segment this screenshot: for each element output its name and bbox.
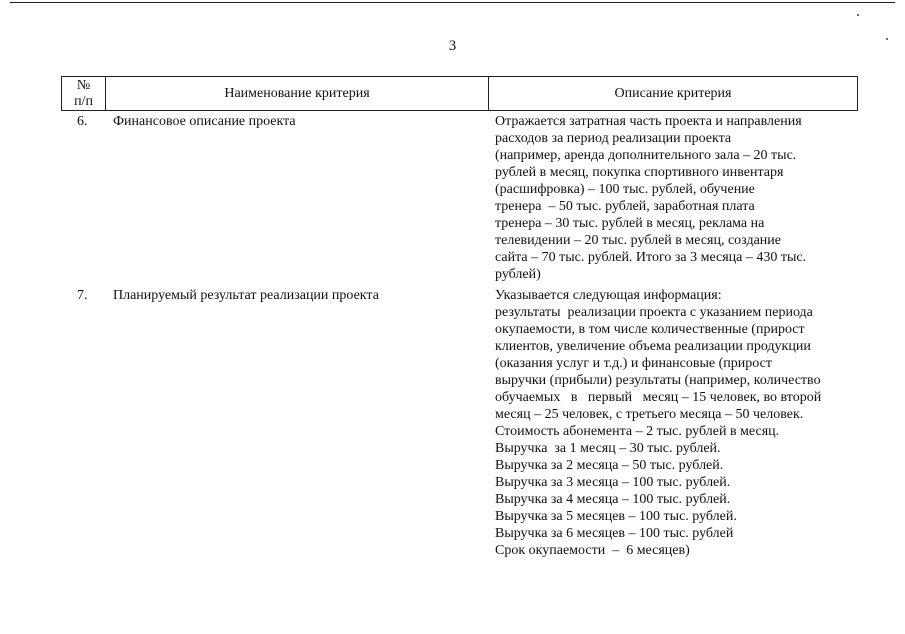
description-line: Стоимость абонемента – 2 тыс. рублей в месяц. [495, 424, 780, 439]
description-line: тренера – 50 тыс. рублей, заработная плата [495, 199, 755, 214]
description-line: месяц – 25 человек, с третьего месяца – 50 человек. [495, 407, 804, 422]
description-line: Выручка за 6 месяцев – 100 тыс. рублей [495, 526, 734, 541]
header-criterion-name: Наименование критерия [106, 77, 489, 110]
header-number-symbol: № [76, 77, 91, 93]
row-criterion-description [495, 287, 857, 559]
row-number: 7. [77, 288, 88, 303]
row-criterion-name: Финансовое описание проекта [113, 114, 296, 129]
description-line: Указывается следующая информация: [495, 288, 722, 303]
description-line: (расшифровка) – 100 тыс. рублей, обучение [495, 182, 755, 197]
description-line: Выручка за 5 месяцев – 100 тыс. рублей. [495, 509, 737, 524]
header-number-abbrev: п/п [74, 93, 93, 109]
description-line: рублей) [495, 267, 541, 282]
row-number: 6. [77, 114, 88, 129]
row-criterion-name: Планируемый результат реализации проекта [113, 288, 379, 303]
description-line: сайта – 70 тыс. рублей. Итого за 3 месяца – 430 тыс. [495, 250, 807, 265]
page-number: 3 [448, 38, 457, 54]
header-number-cell [62, 77, 106, 110]
description-line: результаты реализации проекта с указанием периода [495, 305, 813, 320]
description-line: тренера – 30 тыс. рублей в месяц, реклама на [495, 216, 765, 231]
description-line: телевидении – 20 тыс. рублей в месяц, создание [495, 233, 781, 248]
description-line: Выручка за 2 месяца – 50 тыс. рублей. [495, 458, 724, 473]
scan-speck [857, 14, 859, 16]
description-line: Срок окупаемости – 6 месяцев) [495, 543, 690, 558]
header-criterion-description: Описание критерия [614, 85, 732, 101]
description-line: Выручка за 1 месяц – 30 тыс. рублей. [495, 441, 721, 456]
description-line: расходов за период реализации проекта [495, 131, 732, 146]
description-line: выручки (прибыли) результаты (например, количество [495, 373, 821, 388]
description-line: рублей в месяц, покупка спортивного инвентаря [495, 165, 784, 180]
description-line: (оказания услуг и т.д.) и финансовые (прирост [495, 356, 772, 371]
description-line: Отражается затратная часть проекта и направления [495, 114, 802, 129]
description-line: окупаемости, в том числе количественные (прирост [495, 322, 805, 337]
description-line: Выручка за 3 месяца – 100 тыс. рублей. [495, 475, 731, 490]
description-line: Выручка за 4 месяца – 100 тыс. рублей. [495, 492, 731, 507]
table-header-row [61, 76, 858, 111]
row-criterion-description [495, 113, 857, 283]
description-line: клиентов, увеличение объема реализации продукции [495, 339, 811, 354]
scan-top-edge-line [10, 2, 895, 3]
description-line: (например, аренда дополнительного зала – 20 тыс. [495, 148, 797, 163]
description-line: обучаемых в первый месяц – 15 человек, во второй [495, 390, 822, 405]
